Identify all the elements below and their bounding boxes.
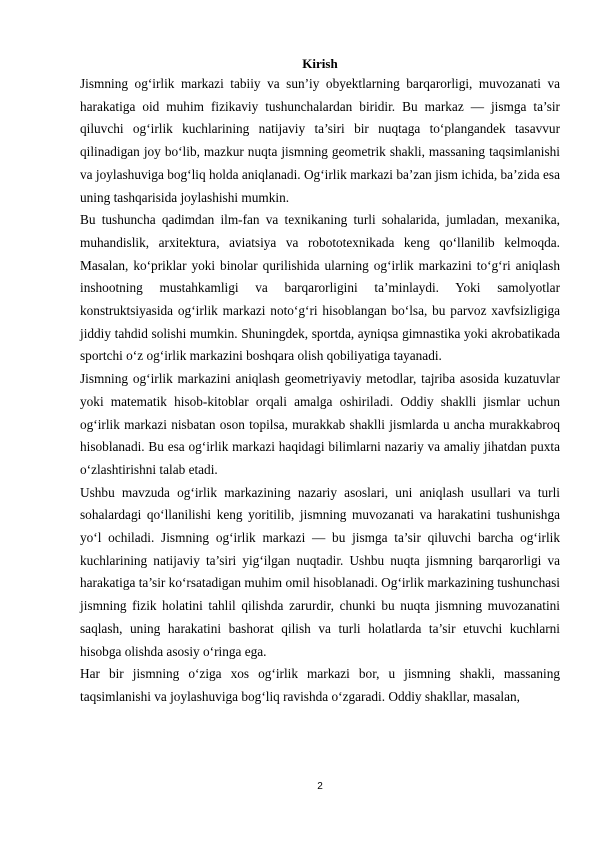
paragraph-applications: Bu tushuncha qadimdan ilm-fan va texnikaning turli sohalarida, jumladan, mexanika, muhandislik, arxitektura, aviatsiya va robototexnikada keng qo‘llanilib kelmoqda. Masalan, ko‘priklar yoki binolar qurilishida ularning og‘irlik markazini to‘g‘ri aniqlash inshootning mustahkamligi va barqarorligini ta’minlaydi. Yoki samolyotlar konstruktsiyasida og‘irlik markazi noto‘g‘ri hisoblangan bo‘lsa, bu parvoz xavfsizligiga jiddiy tahdid solishi mumkin. Shuningdek, sportda, ayniqsa gimnastika yoki akrobatikada sportchi o‘z og‘irlik markazini boshqara olish qobiliyatiga tayanadi.	[80, 212, 560, 364]
paragraph-intro: Jismning og‘irlik markazi tabiiy va sun’iy obyektlarning barqarorligi, muvozanati va harakatiga oid muhim fizikaviy tushunchalardan biridir. Bu markaz — jismga ta’sir qiluvchi og‘irlik kuchlarining natijaviy ta’siri bir nuqtaga to‘plangandek tasavvur qilinadigan joy bo‘lib, mazkur nuqta jismning geometrik shakli, massaning taqsimlanishi va joylashuviga bog‘liq holda aniqlanadi. Og‘irlik markazi ba’zan jism ichida, ba’zida esa uning tashqarisida joylashishi mumkin.	[80, 76, 560, 205]
paragraph-topic-overview: Ushbu mavzuda og‘irlik markazining nazariy asoslari, uni aniqlash usullari va turli sohalardagi qo‘llanilishi keng yoritilib, jismning muvozanati va harakatini tushunishga yo‘l ochiladi. Jismning og‘irlik markazi — bu jismga ta’sir qiluvchi barcha og‘irlik kuchlarining natijaviy ta’siri yig‘ilgan nuqtadir. Ushbu nuqta jismning barqarorligi va harakatiga ta’sir ko‘rsatadigan muhim omil hisoblanadi. Og‘irlik markazining tushunchasi jismning fizik holatini tahlil qilishda zarurdir, chunki bu nuqta jismning muvozanatini saqlash, uning harakatini bashorat qilish va turli holatlarda ta’sir etuvchi kuchlarni hisobga olishda asosiy o‘ringa ega.	[80, 484, 560, 659]
paragraph-continued: Har bir jismning o‘ziga xos og‘irlik markazi bor, u jismning shakli, massaning taqsimlanishi va joylashuviga bog‘liq ravishda o‘zgaradi. Oddiy shakllar, masalan,	[80, 666, 560, 704]
page-title: Kirish	[302, 56, 338, 71]
document-body	[80, 73, 560, 709]
page-number: 2	[317, 781, 323, 792]
paragraph-methods: Jismning og‘irlik markazini aniqlash geometriyaviy metodlar, tajriba asosida kuzatuvlar yoki matematik hisob-kitoblar orqali amalga oshiriladi. Oddiy shaklli jismlar uchun og‘irlik markazi nisbatan oson topilsa, murakkab shaklli jismlarda u ancha murakkabroq hisoblanadi. Bu esa og‘irlik markazi haqidagi bilimlarni nazariy va amaliy jihatdan puxta o‘zlashtirishni talab etadi.	[80, 371, 560, 477]
